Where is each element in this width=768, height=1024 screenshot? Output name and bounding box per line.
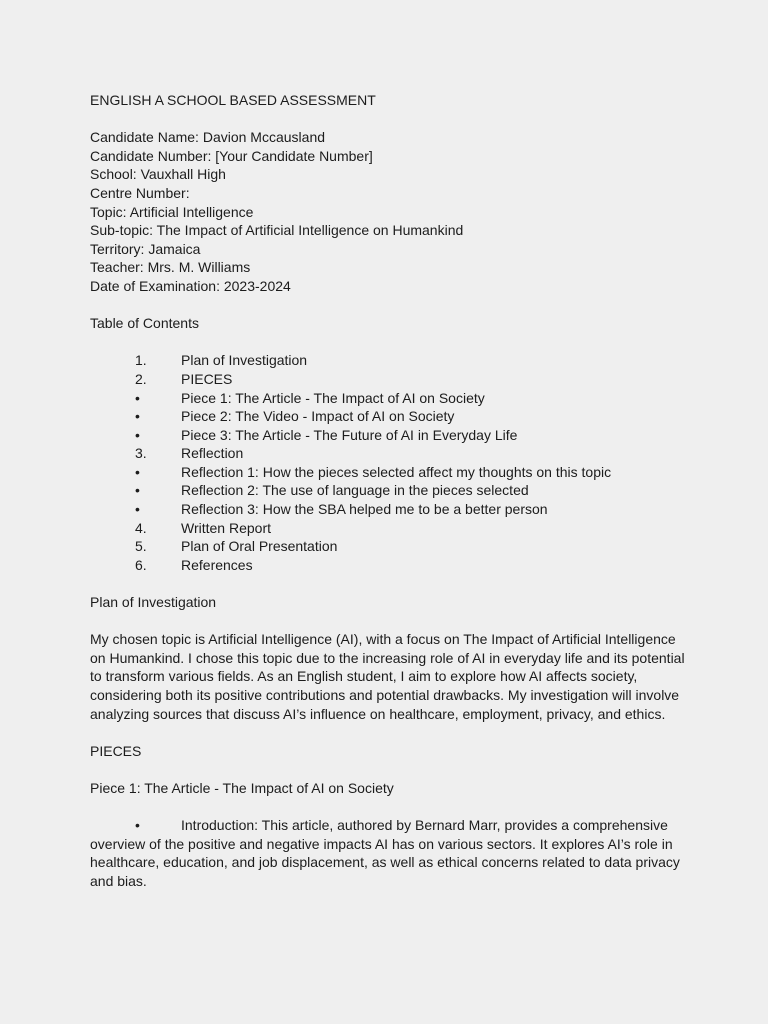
- toc-marker: •: [135, 482, 140, 499]
- toc-marker: •: [135, 389, 140, 406]
- toc-item-text: Piece 2: The Video - Impact of AI on Society: [181, 408, 455, 425]
- plan-line: My chosen topic is Artificial Intelligence (AI), with a focus on The Impact of Artificial Intelligence: [90, 631, 676, 648]
- toc-marker: •: [135, 463, 140, 480]
- plan-paragraph: [90, 630, 685, 723]
- toc-item: [90, 519, 680, 538]
- plan-line: analyzing sources that discuss AI’s influence on healthcare, employment, privacy, and ethics.: [90, 705, 666, 722]
- toc-marker: 3.: [135, 445, 147, 462]
- piece1-line: healthcare, education, and job displacement, as well as ethical concerns related to data privacy: [90, 854, 680, 871]
- toc-marker: 4.: [135, 519, 147, 536]
- info-teacher: Teacher: Mrs. M. Williams: [90, 259, 251, 276]
- toc-item-text: References: [181, 556, 253, 573]
- info-school: School: Vauxhall High: [90, 166, 226, 183]
- toc-marker: 5.: [135, 538, 147, 555]
- toc-item-text: Piece 1: The Article - The Impact of AI on Society: [181, 389, 485, 406]
- toc-item-text: Plan of Investigation: [181, 352, 308, 369]
- toc-item: [90, 500, 680, 519]
- info-topic: Topic: Artificial Intelligence: [90, 203, 254, 220]
- toc-item-text: Reflection 1: How the pieces selected affect my thoughts on this topic: [181, 463, 612, 480]
- toc-marker: 6.: [135, 556, 147, 573]
- toc-item: [90, 537, 680, 556]
- piece1-heading: Piece 1: The Article - The Impact of AI on Society: [90, 779, 394, 796]
- toc-marker: •: [135, 426, 140, 443]
- bullet-marker: •: [135, 817, 140, 834]
- toc-item: [90, 463, 680, 482]
- toc-marker: •: [135, 501, 140, 518]
- toc-marker: 1.: [135, 352, 147, 369]
- plan-line: to transform various fields. As an English student, I aim to explore how AI affects society,: [90, 668, 638, 685]
- document-page: [90, 91, 685, 891]
- toc-item: [90, 556, 680, 575]
- toc-item-text: Reflection 2: The use of language in the pieces selected: [181, 482, 529, 499]
- toc-item: [90, 407, 680, 426]
- plan-line: considering both its positive contributions and potential drawbacks. My investigation will involve: [90, 687, 680, 703]
- info-exam-date: Date of Examination: 2023-2024: [90, 277, 291, 294]
- toc-item: [90, 351, 680, 370]
- document-title: ENGLISH A SCHOOL BASED ASSESSMENT: [90, 92, 376, 108]
- toc-item: [90, 426, 680, 445]
- piece1-line: overview of the positive and negative impacts AI has on various sectors. It explores AI’s role in: [90, 835, 673, 852]
- toc-item-text: Piece 3: The Article - The Future of AI in Everyday Life: [181, 426, 518, 443]
- pieces-heading: PIECES: [90, 742, 142, 759]
- toc-marker: •: [135, 408, 140, 425]
- plan-line: on Humankind. I chose this topic due to the increasing role of AI in everyday life and its potential: [90, 649, 685, 666]
- toc-heading: Table of Contents: [90, 315, 199, 332]
- toc-item-text: Reflection 3: How the SBA helped me to be a better person: [181, 501, 548, 518]
- toc-item: [90, 370, 680, 389]
- info-centre-number: Centre Number:: [90, 184, 190, 201]
- toc-item: [90, 481, 680, 500]
- plan-heading: Plan of Investigation: [90, 594, 217, 611]
- info-territory: Territory: Jamaica: [90, 240, 201, 257]
- toc-item: [90, 444, 680, 463]
- toc-item-text: Written Report: [181, 519, 271, 536]
- toc-marker: 2.: [135, 370, 147, 387]
- info-candidate-number: Candidate Number: [Your Candidate Number]: [90, 147, 373, 164]
- piece1-introduction: [90, 816, 680, 890]
- toc-item-text: Reflection: [181, 445, 244, 462]
- piece1-line: [90, 816, 680, 835]
- table-of-contents: [90, 351, 680, 574]
- candidate-info: [90, 128, 680, 295]
- toc-item: [90, 389, 680, 408]
- toc-item-text: PIECES: [181, 370, 233, 387]
- piece1-line: and bias.: [90, 872, 147, 889]
- info-candidate-name: Candidate Name: Davion Mccausland: [90, 129, 326, 146]
- piece1-first-line: Introduction: This article, authored by Bernard Marr, provides a comprehensive: [181, 817, 668, 834]
- info-sub-topic: Sub-topic: The Impact of Artificial Intelligence on Humankind: [90, 222, 464, 239]
- toc-item-text: Plan of Oral Presentation: [181, 538, 338, 555]
